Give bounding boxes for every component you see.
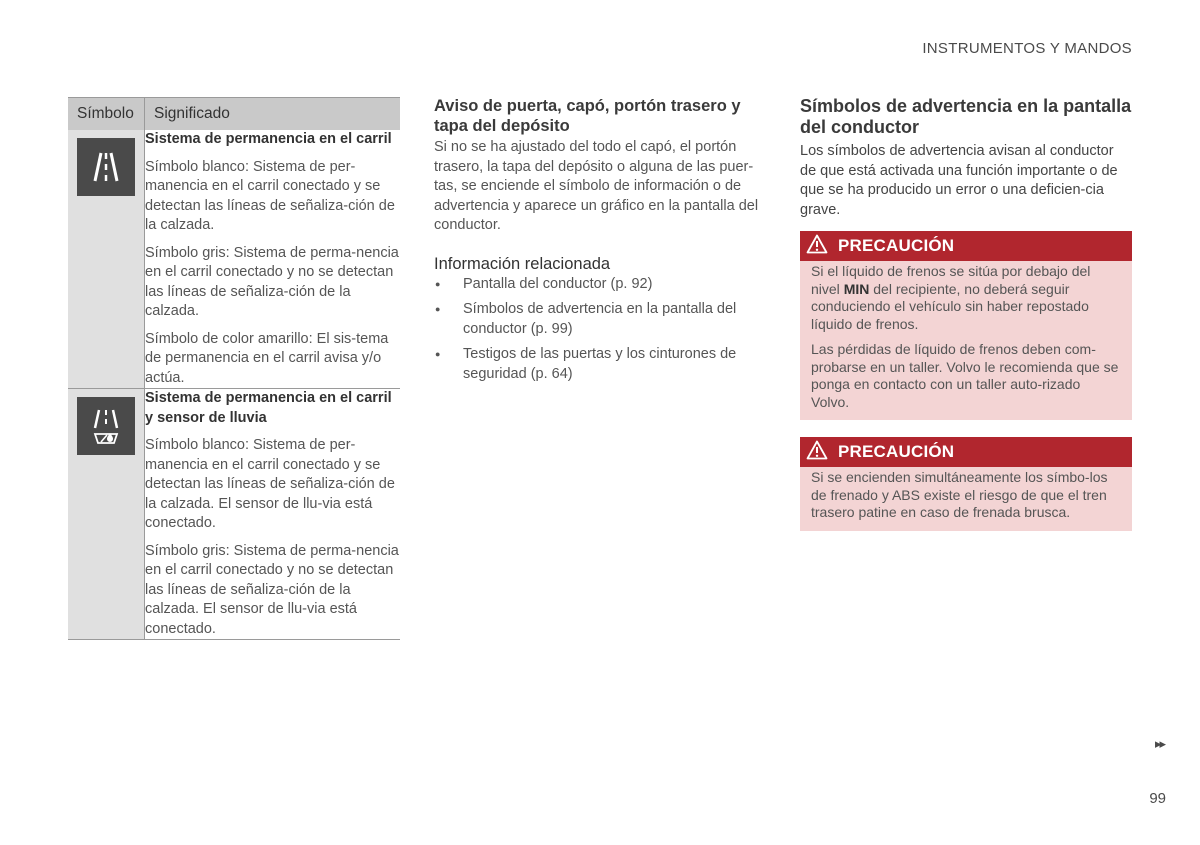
row-paragraph: Símbolo de color amarillo: El sis-tema de permanencia en el carril avisa y/o actúa. <box>145 330 389 386</box>
table-row <box>68 130 400 389</box>
row-title: Sistema de permanencia en el carril <box>145 131 392 147</box>
related-info-list <box>434 275 764 385</box>
section-body: Si no se ha ajustado del todo el capó, el portón trasero, la tapa del depósito o alguna de las puer-tas, se enciende el símbolo de información o de advertencia y aparece un gráfico en la pantalla del conductor. <box>434 139 759 233</box>
row-paragraph: Símbolo gris: Sistema de perma-nencia en el carril conectado y no se detectan las líneas de señaliza-ción de la calzada. El sensor de llu-via está conectado. <box>145 542 399 637</box>
caution-text: Las pérdidas de líquido de frenos deben com-probarse en un taller. Volvo le recomienda que se ponga en contacto con un taller auto-rizado Volvo. <box>811 341 1119 410</box>
warning-triangle-icon <box>806 440 828 465</box>
table-header-row <box>68 98 400 131</box>
related-link[interactable]: ● Testigos de las puertas y los cinturones de seguridad (p. 64) <box>434 345 764 384</box>
caution-bar <box>800 437 1132 467</box>
row-paragraph: Símbolo blanco: Sistema de per-manencia en el carril conectado y se detectan las líneas de señaliza-ción de la calzada. El sensor de llu-via está conectado. <box>145 437 395 531</box>
row-paragraph: Símbolo blanco: Sistema de per-manencia en el carril conectado y se detectan las líneas de señaliza-ción de la calzada. <box>145 158 395 233</box>
symbol-table <box>68 97 400 640</box>
related-link[interactable]: ● Pantalla del conductor (p. 92) <box>434 275 764 295</box>
lane-keeping-icon <box>77 138 135 196</box>
row-title: Sistema de permanencia en el carril y sensor de lluvia <box>145 390 392 426</box>
column-header-symbol: Símbolo <box>68 98 145 131</box>
door-warning-section <box>434 96 764 390</box>
table-row <box>68 389 400 640</box>
continue-arrow-icon: ▸▸ <box>1154 736 1164 751</box>
section-header: INSTRUMENTOS Y MANDOS <box>922 40 1132 57</box>
section-body: Los símbolos de advertencia avisan al conductor de que está activada una función importante o de que se ha producido un error o una deficien-cia grave. <box>800 143 1118 218</box>
page-number: 99 <box>1149 790 1166 807</box>
section-heading: Aviso de puerta, capó, portón trasero y tapa del depósito <box>434 97 741 135</box>
caution-label: PRECAUCIÓN <box>838 236 955 255</box>
caution-box <box>800 437 1132 531</box>
related-info-heading: Información relacionada <box>434 254 611 273</box>
caution-bar <box>800 231 1132 261</box>
caution-label: PRECAUCIÓN <box>838 442 955 461</box>
caution-text: Si el líquido de frenos se sitúa por debajo del nivel MIN del recipiente, no deberá seguir conduciendo el vehículo sin haber repostado líquido de frenos. <box>811 263 1091 332</box>
lane-keeping-rain-sensor-icon <box>77 397 135 455</box>
caution-text: Si se encienden simultáneamente los símbo-los de frenado y ABS existe el riesgo de que el tren trasero patine en caso de frenada brusca. <box>811 469 1108 520</box>
section-heading: Símbolos de advertencia en la pantalla del conductor <box>800 96 1132 137</box>
warning-triangle-icon <box>806 234 828 259</box>
row-paragraph: Símbolo gris: Sistema de perma-nencia en el carril conectado y no se detectan las líneas de señaliza-ción de la calzada. <box>145 244 399 319</box>
warning-symbols-section <box>800 96 1132 520</box>
related-link[interactable]: ● Símbolos de advertencia en la pantalla del conductor (p. 99) <box>434 300 764 339</box>
caution-box <box>800 231 1132 420</box>
column-header-meaning: Significado <box>145 98 401 131</box>
